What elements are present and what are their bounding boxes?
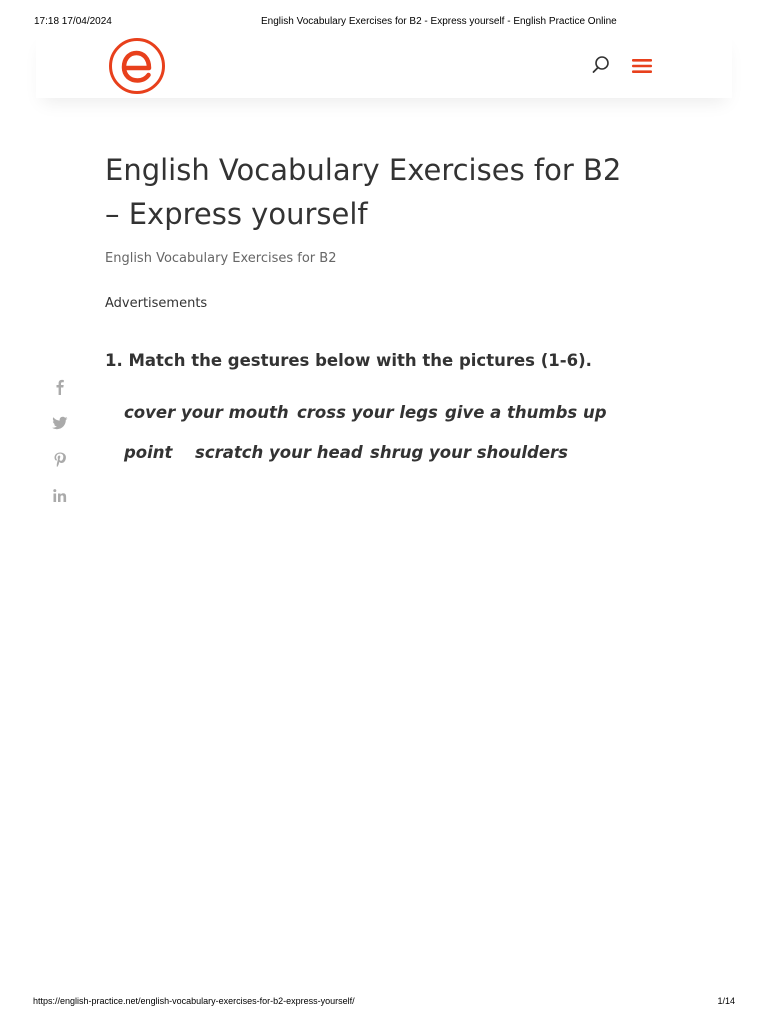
print-page-number: 1/14 xyxy=(717,996,735,1006)
word-bank-item: point xyxy=(124,443,173,462)
page-subtitle: English Vocabulary Exercises for B2 xyxy=(105,251,337,266)
print-page-title: English Vocabulary Exercises for B2 - Express yourself - English Practice Online xyxy=(261,16,617,27)
linkedin-icon xyxy=(50,486,70,506)
letter-e-circle-logo-icon xyxy=(107,36,167,96)
search-icon xyxy=(590,54,612,76)
exercise-heading: 1. Match the gestures below with the pictures (1-6). xyxy=(105,351,592,370)
twitter-icon xyxy=(50,413,70,433)
word-bank-item: shrug your shoulders xyxy=(370,443,568,462)
print-header xyxy=(34,16,734,30)
advertisements-label: Advertisements xyxy=(105,296,208,311)
word-bank-item: cover your mouth xyxy=(124,403,289,422)
word-bank-item: cross your legs xyxy=(297,403,438,422)
hamburger-menu-icon xyxy=(630,56,654,76)
share-twitter-button[interactable] xyxy=(50,413,70,433)
search-button[interactable] xyxy=(590,54,612,76)
share-linkedin-button[interactable] xyxy=(50,486,70,506)
word-bank-item: give a thumbs up xyxy=(445,403,607,422)
word-bank-item: scratch your head xyxy=(195,443,363,462)
pinterest-icon xyxy=(50,450,70,470)
print-footer xyxy=(33,996,735,1010)
menu-button[interactable] xyxy=(630,56,654,76)
print-datetime: 17:18 17/04/2024 xyxy=(34,16,112,27)
site-header xyxy=(36,32,732,98)
site-logo[interactable] xyxy=(107,36,167,96)
page-title: English Vocabulary Exercises for B2 – Express yourself xyxy=(105,153,622,231)
print-url: https://english-practice.net/english-vocabulary-exercises-for-b2-express-yourself/ xyxy=(33,996,355,1006)
share-facebook-button[interactable] xyxy=(50,377,70,397)
facebook-icon xyxy=(50,377,70,397)
share-pinterest-button[interactable] xyxy=(50,450,70,470)
